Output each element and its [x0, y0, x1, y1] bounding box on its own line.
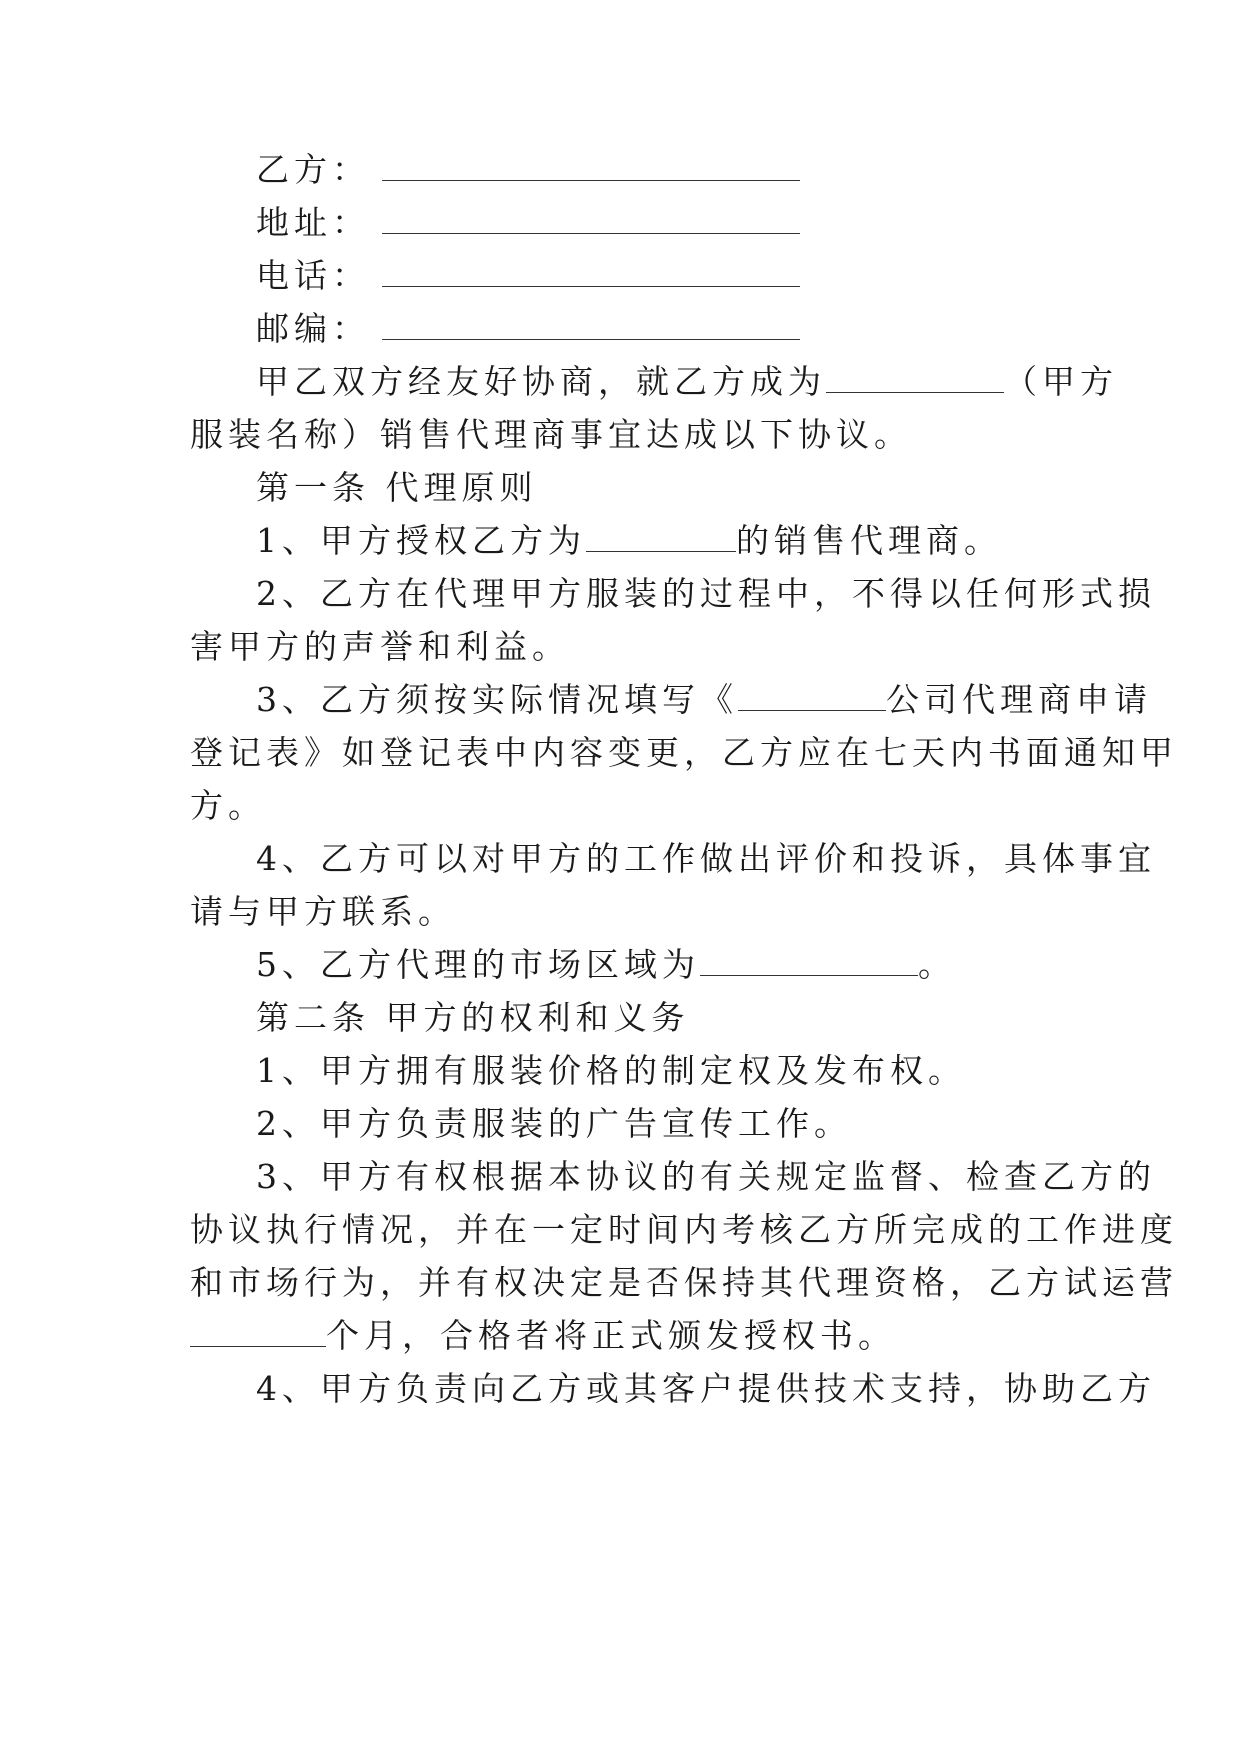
article-1-item-4-line-2: 请与甲方联系。 — [190, 892, 456, 931]
a1-item3-text-b: 公司代理商申请 — [886, 680, 1152, 719]
a1-item5-text-b: 。 — [918, 945, 956, 984]
article-2-item-4-line-1: 4、甲方负责向乙方或其客户提供技术支持，协助乙方 — [256, 1369, 1156, 1408]
article-2-item-3-line-4 — [190, 1316, 1060, 1356]
article-1-item-2-line-2: 害甲方的声誉和利益。 — [190, 627, 570, 666]
clothing-name-blank — [826, 366, 1004, 393]
agent-scope-blank — [586, 525, 736, 552]
phone-blank — [382, 260, 800, 287]
trial-months-blank — [190, 1320, 326, 1347]
article-1-item-2-line-1: 2、乙方在代理甲方服装的过程中，不得以任何形式损 — [256, 574, 1156, 613]
intro-line-1 — [256, 362, 1126, 402]
a1-item1-text-a: 1、甲方授权乙方为 — [256, 521, 586, 560]
postcode-row — [256, 309, 1126, 349]
article-1-item-3-line-2: 登记表》如登记表中内容变更，乙方应在七天内书面通知甲 — [190, 733, 1178, 772]
party-b-row — [256, 150, 1126, 190]
a1-item3-text-a: 3、乙方须按实际情况填写《 — [256, 680, 738, 719]
address-label: 地址： — [256, 203, 370, 242]
article-2-title: 第二条 甲方的权利和义务 — [256, 998, 690, 1037]
company-name-blank — [738, 684, 886, 711]
article-1-item-4-line-1: 4、乙方可以对甲方的工作做出评价和投诉，具体事宜 — [256, 839, 1156, 878]
intro-text-a: 甲乙双方经友好协商，就乙方成为 — [256, 362, 826, 401]
phone-row — [256, 256, 1126, 296]
article-2-item-3-line-2: 协议执行情况，并在一定时间内考核乙方所完成的工作进度 — [190, 1210, 1178, 1249]
article-1-item-5 — [256, 945, 1126, 985]
article-1-item-1 — [256, 521, 1126, 561]
phone-label: 电话： — [256, 256, 370, 295]
party-b-blank — [382, 154, 800, 181]
article-2-item-2: 2、甲方负责服装的广告宣传工作。 — [256, 1104, 852, 1143]
address-blank — [382, 207, 800, 234]
market-region-blank — [700, 949, 918, 976]
article-1-item-3-line-1 — [256, 680, 1152, 720]
postcode-blank — [382, 313, 800, 340]
a2-item3-text-b: 个月，合格者将正式颁发授权书。 — [326, 1316, 896, 1355]
article-1-item-3-line-3: 方。 — [190, 786, 266, 825]
article-1-title: 第一条 代理原则 — [256, 468, 538, 507]
intro-line-2: 服装名称）销售代理商事宜达成以下协议。 — [190, 415, 912, 454]
article-2-item-1: 1、甲方拥有服装价格的制定权及发布权。 — [256, 1051, 966, 1090]
party-b-label: 乙方： — [256, 150, 370, 189]
a1-item1-text-b: 的销售代理商。 — [736, 521, 1002, 560]
intro-text-b: （甲方 — [1004, 362, 1118, 401]
article-2-item-3-line-3: 和市场行为，并有权决定是否保持其代理资格，乙方试运营 — [190, 1263, 1178, 1302]
article-2-item-3-line-1: 3、甲方有权根据本协议的有关规定监督、检查乙方的 — [256, 1157, 1156, 1196]
a1-item5-text-a: 5、乙方代理的市场区域为 — [256, 945, 700, 984]
postcode-label: 邮编： — [256, 309, 370, 348]
address-row — [256, 203, 1126, 243]
